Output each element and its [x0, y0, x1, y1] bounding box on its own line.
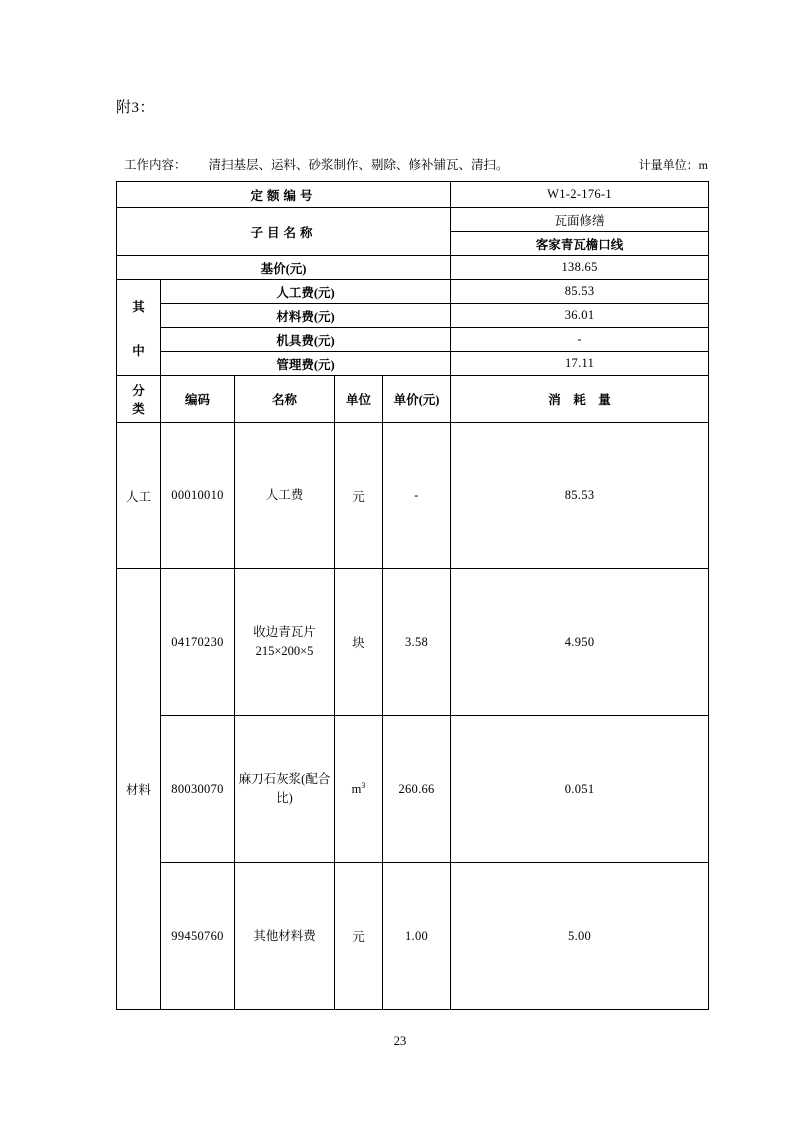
table-row-material-fee	[117, 304, 709, 328]
group-label-cell	[117, 280, 161, 376]
row-name-material-2: 麻刀石灰浆(配合比)	[235, 716, 335, 863]
page-number: 23	[393, 1034, 407, 1048]
row-consumption-material-2: 0.051	[451, 716, 709, 863]
row-price-material-1: 3.58	[383, 569, 451, 716]
base-price-label: 基价(元)	[117, 256, 451, 280]
item-name-label: 子目名称	[117, 208, 451, 256]
row-price-labor: -	[383, 423, 451, 569]
row-unit-material-3: 元	[335, 863, 383, 1010]
column-header-price: 单价(元)	[383, 376, 451, 423]
table-row-quota-code	[117, 182, 709, 208]
measure-unit-label: 计量单位：	[638, 158, 699, 172]
row-category-material: 材料	[117, 569, 161, 1010]
table-row-machine-fee	[117, 328, 709, 352]
material-fee-label: 材料费(元)	[161, 304, 451, 328]
row-name-material-1: 收边青瓦片 215×200×5	[235, 569, 335, 716]
row-name-labor: 人工费	[235, 423, 335, 569]
row-unit-material-2	[335, 716, 383, 863]
table-row-management-fee	[117, 352, 709, 376]
measure-unit-value: m	[698, 158, 708, 172]
labor-fee-label: 人工费(元)	[161, 280, 451, 304]
work-content-text: 清扫基层、运料、砂浆制作、剔除、修补铺瓦、清扫。	[208, 158, 509, 172]
row-consumption-labor: 85.53	[451, 423, 709, 569]
row-category-labor: 人工	[117, 423, 161, 569]
row-consumption-material-1: 4.950	[451, 569, 709, 716]
group-label-line-2: 中	[132, 343, 145, 358]
row-unit-material-1: 块	[335, 569, 383, 716]
management-fee-label: 管理费(元)	[161, 352, 451, 376]
row-unit-material-2-base: m	[351, 782, 362, 797]
item-name-value-1: 瓦面修缮	[451, 208, 709, 232]
table-row-material-2	[117, 716, 709, 863]
management-fee-value: 17.11	[451, 352, 709, 376]
labor-fee-value: 85.53	[451, 280, 709, 304]
table-row-item-name-1	[117, 208, 709, 232]
work-content-line	[124, 155, 708, 173]
column-header-code: 编码	[161, 376, 235, 423]
machine-fee-label: 机具费(元)	[161, 328, 451, 352]
row-code-material-3: 99450760	[161, 863, 235, 1010]
quota-code-value: W1-2-176-1	[451, 182, 709, 208]
row-consumption-material-3: 5.00	[451, 863, 709, 1010]
group-label-line-1: 其	[132, 299, 145, 314]
work-content-title: 工作内容：	[124, 158, 187, 172]
column-header-category-line-1: 分	[132, 384, 145, 398]
quota-code-label: 定额编号	[117, 182, 451, 208]
machine-fee-value: -	[451, 328, 709, 352]
item-name-value-2: 客家青瓦檐口线	[451, 232, 709, 256]
column-header-name: 名称	[235, 376, 335, 423]
table-row-base-price	[117, 256, 709, 280]
table-row-material-1	[117, 569, 709, 716]
row-code-material-1: 04170230	[161, 569, 235, 716]
measure-unit-line	[639, 156, 708, 173]
material-fee-value: 36.01	[451, 304, 709, 328]
table-header-row	[117, 376, 709, 423]
quota-table	[116, 181, 709, 1010]
row-unit-labor: 元	[335, 423, 383, 569]
column-header-unit: 单位	[335, 376, 383, 423]
row-unit-material-2-sup: 3	[361, 780, 366, 790]
base-price-value: 138.65	[451, 256, 709, 280]
row-code-labor: 00010010	[161, 423, 235, 569]
row-name-material-3: 其他材料费	[235, 863, 335, 1010]
table-row-labor-fee	[117, 280, 709, 304]
column-header-category	[117, 376, 161, 423]
column-header-consumption: 消 耗 量	[451, 376, 709, 423]
table-row-labor	[117, 423, 709, 569]
column-header-category-line-2: 类	[132, 402, 145, 416]
row-price-material-2: 260.66	[383, 716, 451, 863]
attachment-label: 附3：	[116, 100, 156, 116]
row-price-material-3: 1.00	[383, 863, 451, 1010]
row-code-material-2: 80030070	[161, 716, 235, 863]
table-row-material-3	[117, 863, 709, 1010]
